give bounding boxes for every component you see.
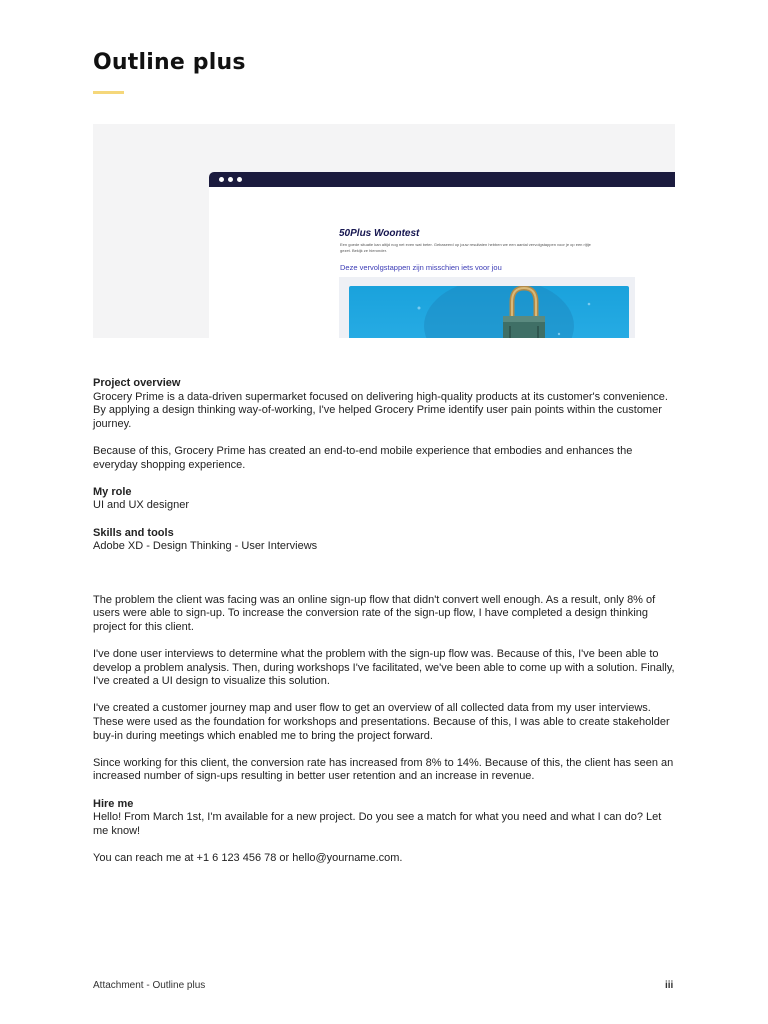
browser-window bbox=[209, 172, 675, 338]
browser-title-bar bbox=[209, 172, 675, 187]
section-heading-hire: Hire me bbox=[93, 797, 134, 810]
window-dot-icon bbox=[228, 177, 233, 182]
section-heading-overview: Project overview bbox=[93, 377, 181, 389]
overview-paragraph: Grocery Prime is a data-driven supermarket focused on delivering high-quality products at its customer's convenience. By applying a design thinking way-of-working, I've helped Grocery Prime identify user pain points within the customer journey. bbox=[93, 390, 668, 430]
padlock-icon bbox=[349, 286, 629, 338]
hire-paragraph: Hello! From March 1st, I'm available for a new project. Do you see a match for what you need and what I can do? Let me know! bbox=[93, 811, 662, 837]
mockup-hero-image bbox=[349, 286, 629, 338]
project-description bbox=[93, 377, 678, 866]
page-number: iii bbox=[665, 980, 674, 991]
mockup-site-description: Een goede situatie kan altijd nog net even wat beter. Gebaseerd op jouw resultaten hebben we een aantal vervolgstappen voor je op een rijtje gezet. Bekijk ze hieronder. bbox=[340, 242, 591, 253]
title-underline bbox=[93, 91, 124, 94]
footer-label: Attachment - Outline plus bbox=[93, 980, 206, 991]
skills-value: Adobe XD - Design Thinking - User Interviews bbox=[93, 540, 318, 553]
window-dot-icon bbox=[237, 177, 242, 182]
section-heading-skills: Skills and tools bbox=[93, 526, 174, 539]
story-paragraph: I've done user interviews to determine what the problem with the sign-up flow was. Because of this, I've been able to develop a problem analysis. Then, during workshops I've facilitated, we've been able to come up with a solution. Finally, I've created a UI design to visualize this solution. bbox=[93, 648, 675, 688]
mockup-site-subtitle: Deze vervolgstappen zijn misschien iets voor jou bbox=[340, 263, 502, 272]
section-heading-role: My role bbox=[93, 485, 132, 498]
project-mockup-image bbox=[93, 124, 675, 338]
role-value: UI and UX designer bbox=[93, 499, 189, 512]
window-dot-icon bbox=[219, 177, 224, 182]
overview-paragraph: Because of this, Grocery Prime has created an end-to-end mobile experience that embodies and enhances the everyday shopping experience. bbox=[93, 444, 633, 471]
mockup-site-title: 50Plus Woontest bbox=[339, 228, 420, 239]
story-paragraph: The problem the client was facing was an online sign-up flow that didn't convert well enough. As a result, only 8% of users were able to sign-up. To increase the conversion rate of the sign-up flow, I have completed a design thinking project for this client. bbox=[93, 593, 656, 633]
story-paragraph: Since working for this client, the conversion rate has increased from 8% to 14%. Because of this, the client has seen an increased number of sign-ups resulting in better user retention and an increase in revenue. bbox=[93, 756, 674, 783]
story-paragraph: I've created a customer journey map and user flow to get an overview of all collected data from my user interviews. These were used as the foundation for workshops and presentations. Because of this, I was able to create stakeholder buy-in during meetings which enabled me to bring the project forward. bbox=[93, 702, 670, 742]
contact-paragraph: You can reach me at +1 6 123 456 78 or hello@yourname.com. bbox=[93, 852, 403, 864]
page-title: Outline plus bbox=[93, 50, 246, 75]
